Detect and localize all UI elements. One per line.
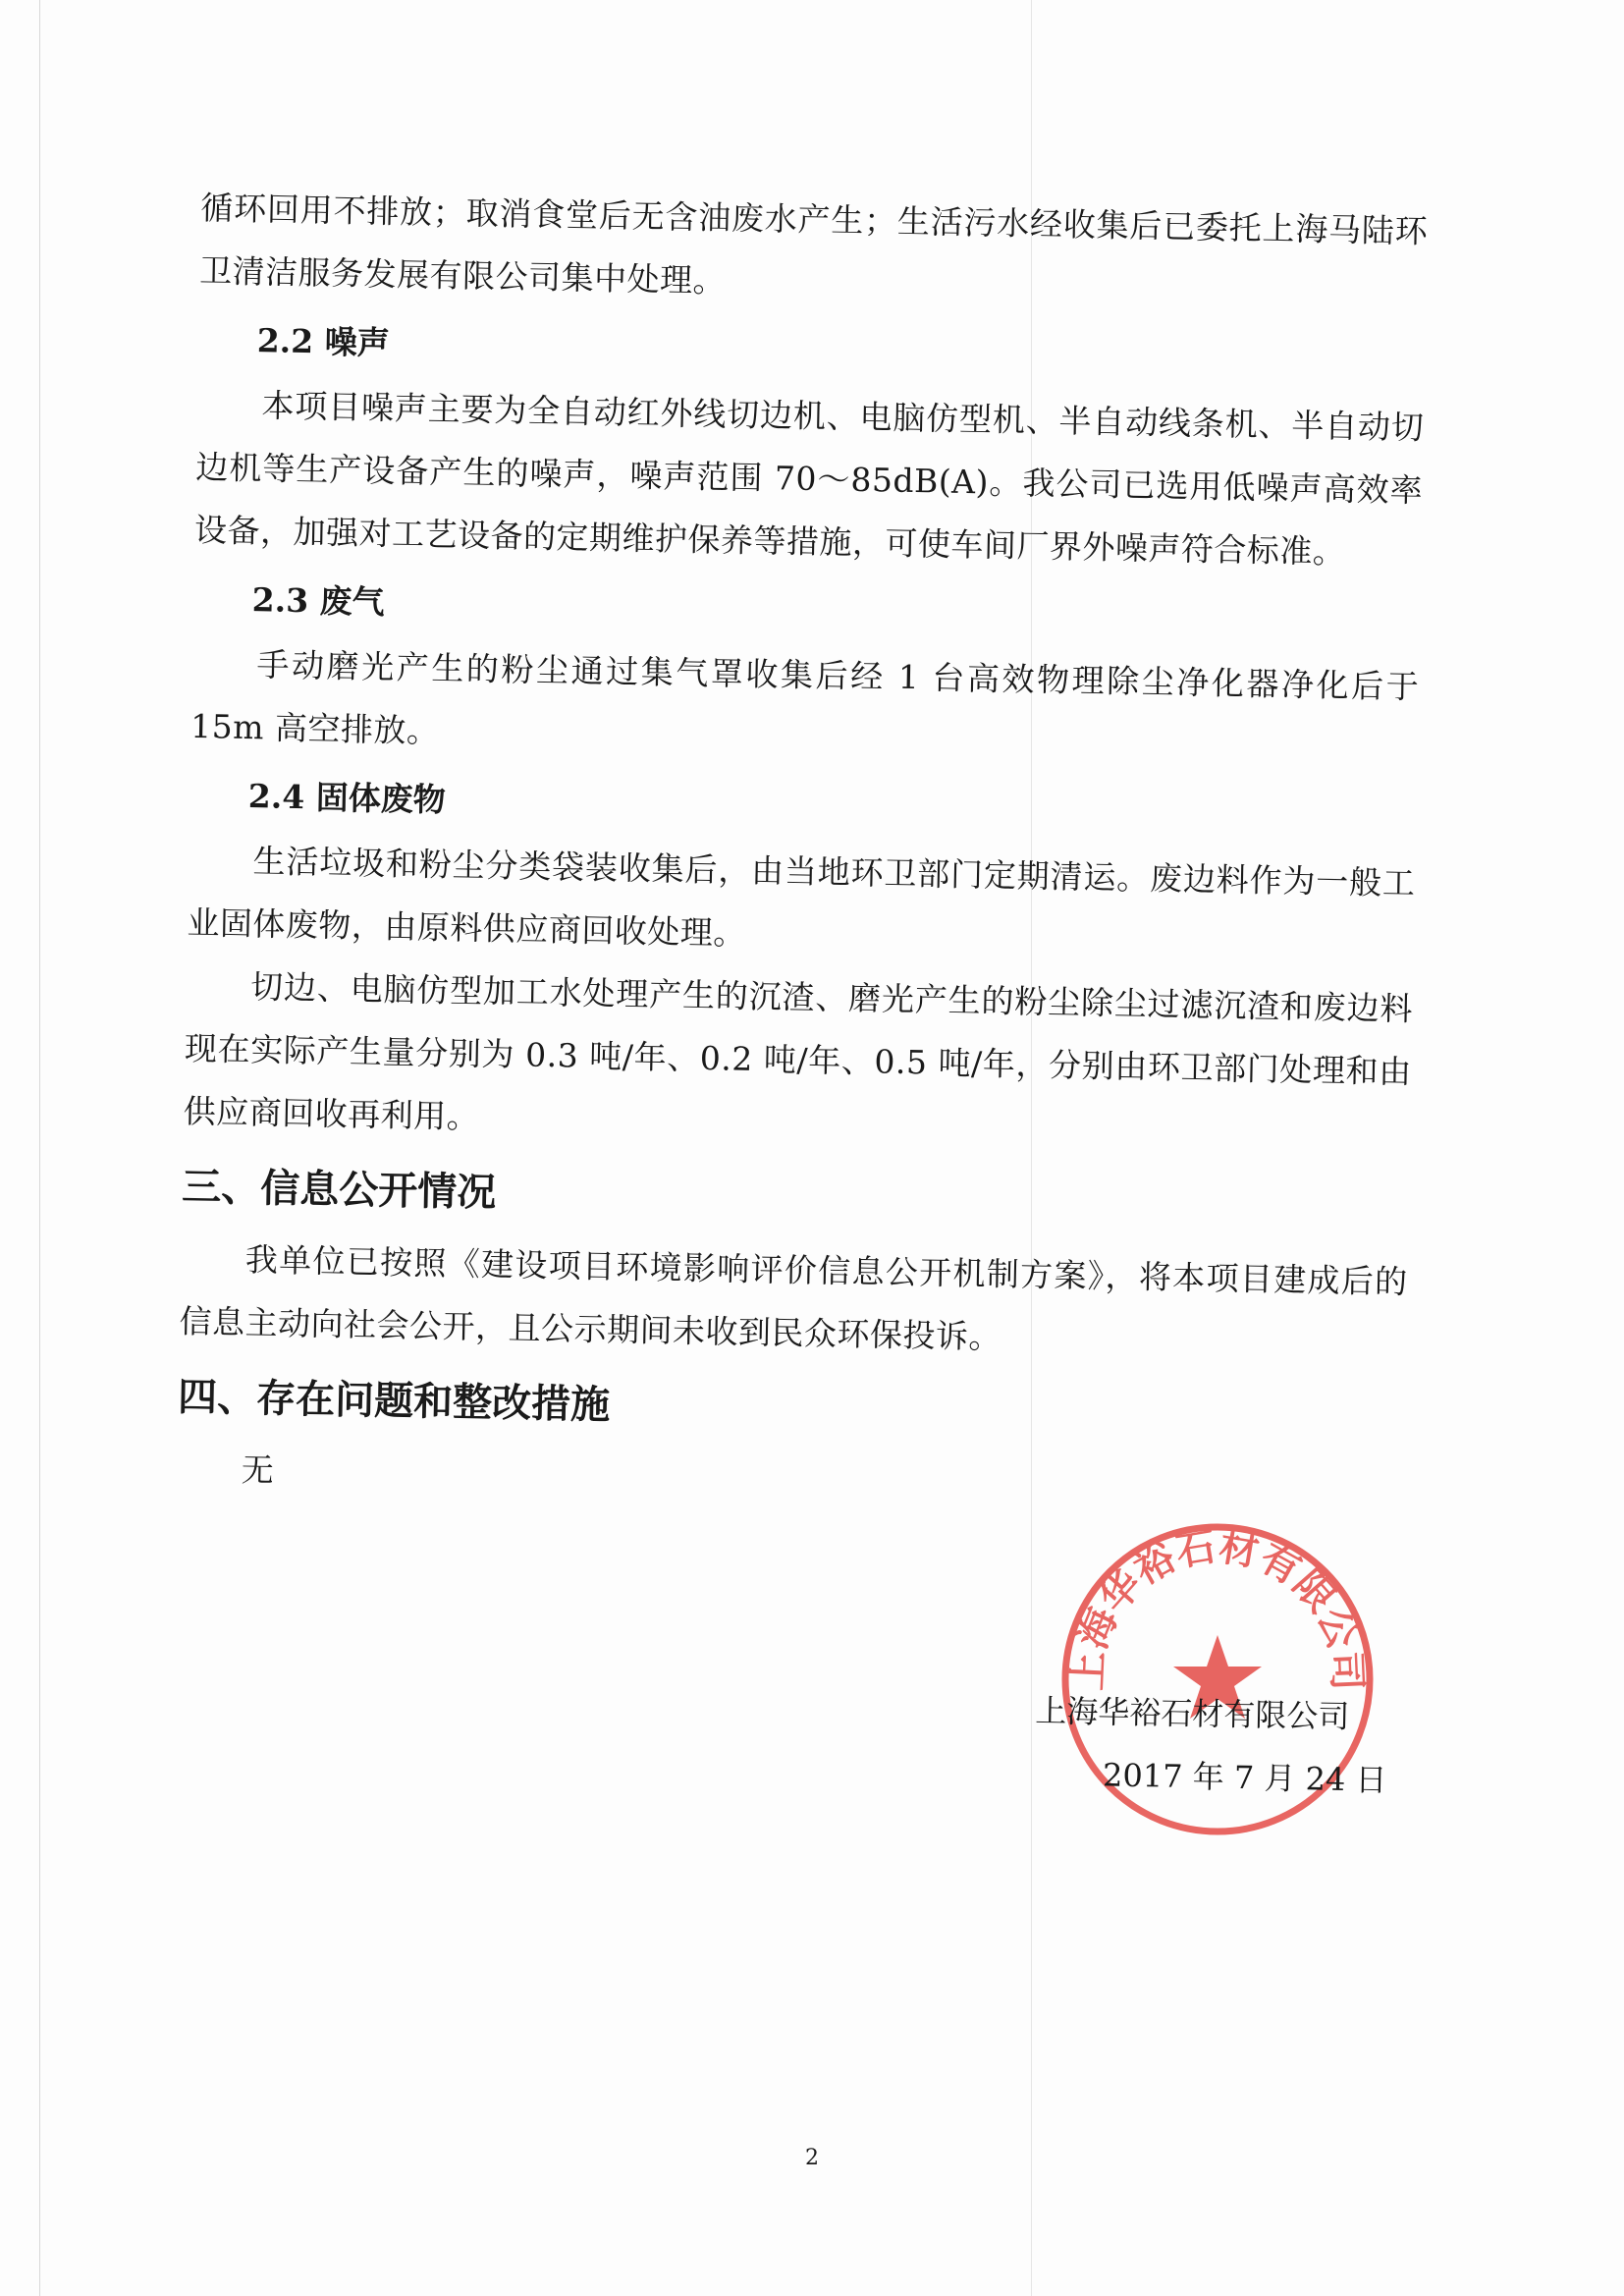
solid-waste-heading: 2.4 固体废物 bbox=[247, 777, 447, 819]
section-4-paragraph: 无 bbox=[241, 1450, 275, 1490]
solid-waste-paragraph-2: 切边、电脑仿型加工水处理产生的沉渣、磨光产生的粉尘除尘过滤沉渣和废边料现在实际产生量分别为 0.3 吨/年、0.2 吨/年、0.5 吨/年，分别由环卫部门处理和由供应商回收再利用。 bbox=[183, 967, 1414, 1136]
exhaust-heading: 2.3 废气 bbox=[251, 580, 385, 622]
page-number: 2 bbox=[805, 2146, 819, 2170]
section-3-heading: 三、信息公开情况 bbox=[181, 1164, 497, 1216]
solid-waste-paragraph-1: 生活垃圾和粉尘分类袋装收集后，由当地环卫部门定期清运。废边料作为一般工业固体废物，由原料供应商回收处理。 bbox=[187, 842, 1416, 953]
seal-arc-text: 上海华裕石材有限公司 bbox=[1065, 1524, 1370, 1692]
scan-edge-left bbox=[39, 0, 40, 2296]
document-body bbox=[176, 177, 1429, 1524]
signoff-block bbox=[1034, 1679, 1389, 1812]
water-paragraph-continued: 循环回用不排放；取消食堂后无含油废水产生；生活污水经收集后已委托上海马陆环卫清洁服务发展有限公司集中处理。 bbox=[198, 188, 1429, 301]
section-4-heading: 四、存在问题和整改措施 bbox=[177, 1374, 611, 1429]
exhaust-paragraph: 手动磨光产生的粉尘通过集气罩收集后经 1 台高效物理除尘净化器净化后于15m 高空排放。 bbox=[189, 645, 1420, 750]
noise-paragraph: 本项目噪声主要为全自动红外线切边机、电脑仿型机、半自动线条机、半自动切边机等生产设备产生的噪声，噪声范围 70～85dB(A)。我公司已选用低噪声高效率设备，加强对工艺设备的定期维护保养等措施，可使车间厂界外噪声符合标准。 bbox=[193, 386, 1425, 572]
signoff-date: 2017 年 7 月 24 日 bbox=[1102, 1756, 1387, 1799]
signoff-company: 上海华裕石材有限公司 bbox=[1035, 1691, 1350, 1736]
section-3-paragraph: 我单位已按照《建设项目环境影响评价信息公开机制方案》，将本项目建成后的信息主动向社会公开，且公示期间未收到民众环保投诉。 bbox=[179, 1240, 1408, 1356]
noise-heading: 2.2 噪声 bbox=[256, 321, 391, 362]
